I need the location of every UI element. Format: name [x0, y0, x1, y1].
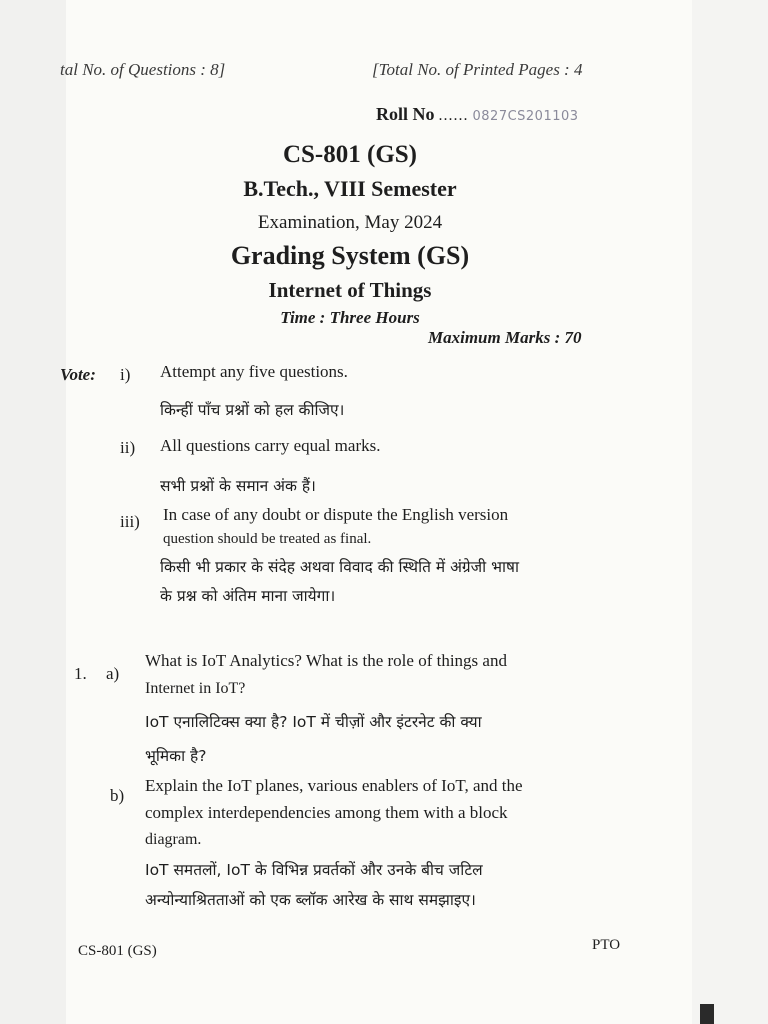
question-1a-en-line2: Internet in IoT?	[145, 680, 246, 697]
note-3-hi-line2: के प्रश्न को अंतिम माना जायेगा।	[160, 587, 336, 605]
note-3-hi-line1: किसी भी प्रकार के संदेह अथवा विवाद की स्थिति में अंग्रेजी भाषा	[160, 558, 519, 576]
question-1b-hi-line2: अन्योन्याश्रितताओं को एक ब्लॉक आरेख के साथ समझाइए।	[145, 891, 476, 909]
time-allowed: Time : Three Hours	[280, 308, 420, 327]
roll-dots: ......	[438, 107, 469, 124]
exam-session: Examination, May 2024	[257, 212, 443, 233]
note-label: Vote:	[60, 365, 96, 384]
question-1a-hi-line2: भूमिका है?	[145, 747, 207, 765]
note-2-num: ii)	[120, 438, 136, 457]
maximum-marks: Maximum Marks : 70	[428, 328, 582, 347]
question-1b-hi-line1: IoT समतलों, IoT के विभिन्न प्रवर्तकों और उनके बीच जटिल	[145, 861, 483, 879]
total-pages: [Total No. of Printed Pages : 4	[372, 60, 583, 79]
note-1-num: i)	[120, 365, 131, 384]
footer-course-code: CS-801 (GS)	[78, 943, 157, 959]
question-1b-en-line3: diagram.	[145, 831, 202, 848]
roll-value: 0827CS201103	[472, 109, 579, 124]
question-1a-hi-line1: IoT एनालिटिक्स क्या है? IoT में चीज़ों और इंटरनेट की क्या	[145, 713, 482, 731]
note-2-en: All questions carry equal marks.	[160, 436, 381, 455]
question-1b-en-line2: complex interdependencies among them with a block	[145, 803, 508, 822]
question-1b-en-line1: Explain the IoT planes, various enablers of IoT, and the	[145, 776, 523, 795]
page-shadow	[700, 1004, 714, 1024]
roll-label: Roll No	[376, 104, 435, 124]
question-1-number: 1.	[74, 664, 87, 683]
note-1-en: Attempt any five questions.	[160, 362, 348, 381]
question-1b-label: b)	[110, 786, 125, 805]
program-title: B.Tech., VIII Semester	[243, 176, 457, 201]
roll-number	[376, 104, 579, 125]
question-1a-en-line1: What is IoT Analytics? What is the role of things and	[145, 651, 507, 670]
course-code: CS-801 (GS)	[282, 141, 418, 168]
note-1-hi: किन्हीं पाँच प्रश्नों को हल कीजिए।	[160, 401, 345, 419]
question-1a-label: a)	[106, 664, 120, 683]
note-3-num: iii)	[120, 512, 140, 531]
subject-title: Internet of Things	[268, 278, 432, 302]
grading-system: Grading System (GS)	[230, 241, 470, 270]
note-3-en-line2: question should be treated as final.	[163, 531, 372, 547]
note-3-en-line1: In case of any doubt or dispute the English version	[163, 505, 509, 524]
page-edge	[692, 0, 768, 1024]
total-questions: tal No. of Questions : 8]	[60, 60, 226, 79]
footer-pto: PTO	[592, 937, 621, 953]
note-2-hi: सभी प्रश्नों के समान अंक हैं।	[160, 477, 316, 495]
